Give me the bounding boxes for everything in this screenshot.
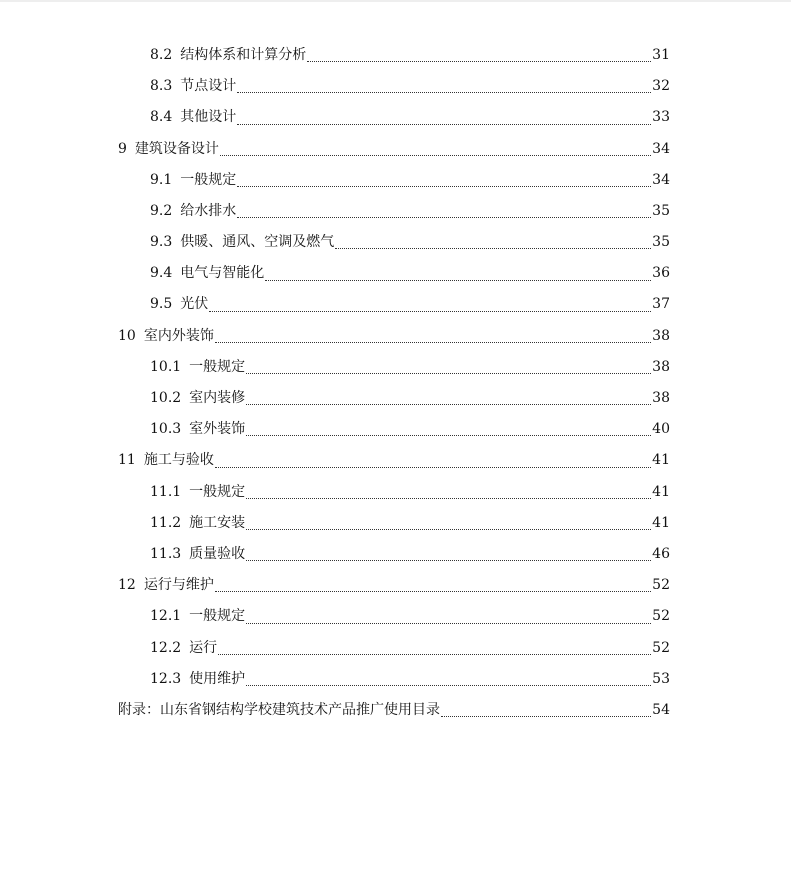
dot-leader	[441, 716, 651, 717]
toc-entry-title: 电气与智能化	[180, 265, 265, 282]
toc-entry-number: 11	[118, 452, 136, 469]
page-top-edge	[0, 0, 791, 2]
dot-leader	[237, 92, 651, 93]
toc-entry[interactable]	[118, 196, 670, 227]
toc-entry[interactable]	[118, 508, 670, 539]
toc-entry-title: 室内外装饰	[143, 327, 214, 344]
toc-entry-title: 一般规定	[189, 608, 246, 625]
toc-entry[interactable]	[118, 258, 670, 289]
toc-entry-title: 室外装饰	[189, 421, 246, 438]
toc-entry-page-number: 41	[652, 483, 670, 500]
toc-entry-number: 8.3	[150, 78, 173, 95]
toc-entry[interactable]	[118, 71, 670, 102]
toc-entry[interactable]	[118, 352, 670, 383]
dot-leader	[335, 248, 651, 249]
toc-entry-number: 10.1	[150, 358, 182, 375]
toc-entry-label	[150, 71, 236, 102]
toc-entry-number: 12.2	[150, 639, 182, 656]
toc-entry-title: 结构体系和计算分析	[180, 46, 307, 63]
toc-entry-page-number: 41	[652, 452, 670, 469]
toc-entry-title: 使用维护	[189, 670, 246, 687]
toc-entry-title: 给水排水	[180, 202, 237, 219]
toc-entry-number: 8.4	[150, 109, 173, 126]
toc-entry-label	[150, 508, 245, 539]
toc-entry-page-number: 37	[652, 296, 670, 313]
toc-entry-number: 9.5	[150, 296, 173, 313]
toc-entry-page-number: 38	[652, 358, 670, 375]
toc-entry-number: 9.3	[150, 234, 173, 251]
toc-entry-page-number: 54	[652, 701, 670, 718]
toc-entry-title: 施工安装	[189, 514, 246, 531]
dot-leader	[265, 280, 651, 281]
dot-leader	[209, 311, 651, 312]
dot-leader	[246, 404, 651, 405]
dot-leader	[246, 623, 651, 624]
toc-entry[interactable]	[118, 570, 670, 601]
toc-entry-title: 光伏	[180, 296, 209, 313]
toc-entry-title: 室内装修	[189, 390, 246, 407]
toc-entry[interactable]	[118, 321, 670, 352]
toc-entry-page-number: 53	[652, 670, 670, 687]
toc-entry-title: 运行与维护	[143, 577, 214, 594]
toc-entry-label	[150, 165, 236, 196]
toc-entry[interactable]	[118, 633, 670, 664]
toc-entry-number: 12	[118, 577, 136, 594]
toc-entry-number: 9.2	[150, 202, 173, 219]
dot-leader	[237, 186, 651, 187]
dot-leader	[246, 435, 651, 436]
toc-entry[interactable]	[118, 695, 670, 726]
toc-entry-page-number: 31	[652, 46, 670, 63]
toc-entry[interactable]	[118, 539, 670, 570]
toc-entry[interactable]	[118, 601, 670, 632]
toc-entry-number: 10.2	[150, 390, 182, 407]
dot-leader	[215, 342, 651, 343]
toc-entry-page-number: 46	[652, 545, 670, 562]
toc-entry-number: 11.3	[150, 545, 182, 562]
toc-entry-title: 附录：山东省钢结构学校建筑技术产品推广使用目录	[118, 701, 440, 718]
dot-leader	[220, 155, 651, 156]
dot-leader	[307, 61, 651, 62]
dot-leader	[237, 217, 651, 218]
toc-entry[interactable]	[118, 290, 670, 321]
toc-entry-number: 10.3	[150, 421, 182, 438]
toc-entry-label	[150, 227, 334, 258]
dot-leader	[246, 685, 651, 686]
toc-entry[interactable]	[118, 134, 670, 165]
toc-entry-title: 施工与验收	[143, 452, 214, 469]
toc-entry-label	[150, 477, 245, 508]
toc-entry-label	[118, 445, 214, 476]
toc-entry-label	[150, 102, 236, 133]
table-of-contents	[118, 40, 670, 726]
toc-entry[interactable]	[118, 664, 670, 695]
toc-entry-title: 其他设计	[180, 109, 237, 126]
toc-entry-title: 供暖、通风、空调及燃气	[180, 234, 335, 251]
dot-leader	[246, 529, 651, 530]
dot-leader	[215, 467, 651, 468]
toc-entry-number: 11.1	[150, 483, 182, 500]
toc-entry-label	[118, 134, 219, 165]
toc-entry-label	[150, 414, 245, 445]
toc-entry-number: 9.4	[150, 265, 173, 282]
toc-entry[interactable]	[118, 40, 670, 71]
toc-entry-number: 12.1	[150, 608, 182, 625]
toc-entry-label	[150, 539, 245, 570]
toc-entry[interactable]	[118, 102, 670, 133]
dot-leader	[246, 373, 651, 374]
toc-entry-label	[118, 695, 440, 726]
toc-entry-title: 节点设计	[180, 78, 237, 95]
toc-entry[interactable]	[118, 165, 670, 196]
toc-entry-page-number: 34	[652, 140, 670, 157]
toc-entry[interactable]	[118, 445, 670, 476]
toc-entry-page-number: 35	[652, 202, 670, 219]
toc-entry-number: 8.2	[150, 46, 173, 63]
toc-entry-number: 9	[118, 140, 127, 157]
dot-leader	[237, 124, 651, 125]
toc-entry-page-number: 41	[652, 514, 670, 531]
toc-entry-label	[118, 321, 214, 352]
toc-entry-number: 11.2	[150, 514, 182, 531]
toc-entry[interactable]	[118, 227, 670, 258]
toc-entry[interactable]	[118, 383, 670, 414]
toc-entry-page-number: 34	[652, 171, 670, 188]
toc-entry-title: 质量验收	[189, 545, 246, 562]
toc-entry-number: 9.1	[150, 171, 173, 188]
toc-entry-page-number: 52	[652, 608, 670, 625]
toc-entry-title: 一般规定	[189, 358, 246, 375]
toc-entry[interactable]	[118, 477, 670, 508]
toc-entry-page-number: 38	[652, 390, 670, 407]
toc-entry-label	[150, 383, 245, 414]
dot-leader	[246, 560, 651, 561]
dot-leader	[218, 654, 651, 655]
toc-entry-label	[150, 633, 217, 664]
toc-entry-label	[150, 601, 245, 632]
toc-entry-page-number: 32	[652, 78, 670, 95]
toc-entry-page-number: 35	[652, 234, 670, 251]
toc-entry-page-number: 52	[652, 639, 670, 656]
toc-entry-page-number: 36	[652, 265, 670, 282]
toc-entry-page-number: 33	[652, 109, 670, 126]
toc-entry-title: 一般规定	[189, 483, 246, 500]
toc-entry-page-number: 38	[652, 327, 670, 344]
dot-leader	[246, 498, 651, 499]
toc-entry-label	[150, 289, 208, 320]
toc-entry-label	[150, 40, 306, 71]
toc-entry-label	[150, 352, 245, 383]
toc-entry-number: 12.3	[150, 670, 182, 687]
toc-entry-title: 建筑设备设计	[134, 140, 219, 157]
toc-entry-title: 运行	[189, 639, 218, 656]
toc-entry-page-number: 52	[652, 577, 670, 594]
toc-entry-page-number: 40	[652, 421, 670, 438]
toc-entry-title: 一般规定	[180, 171, 237, 188]
dot-leader	[215, 591, 651, 592]
toc-entry-label	[150, 196, 236, 227]
toc-entry-number: 10	[118, 327, 136, 344]
toc-entry-label	[118, 570, 214, 601]
toc-entry[interactable]	[118, 414, 670, 445]
toc-entry-label	[150, 258, 264, 289]
toc-entry-label	[150, 664, 245, 695]
